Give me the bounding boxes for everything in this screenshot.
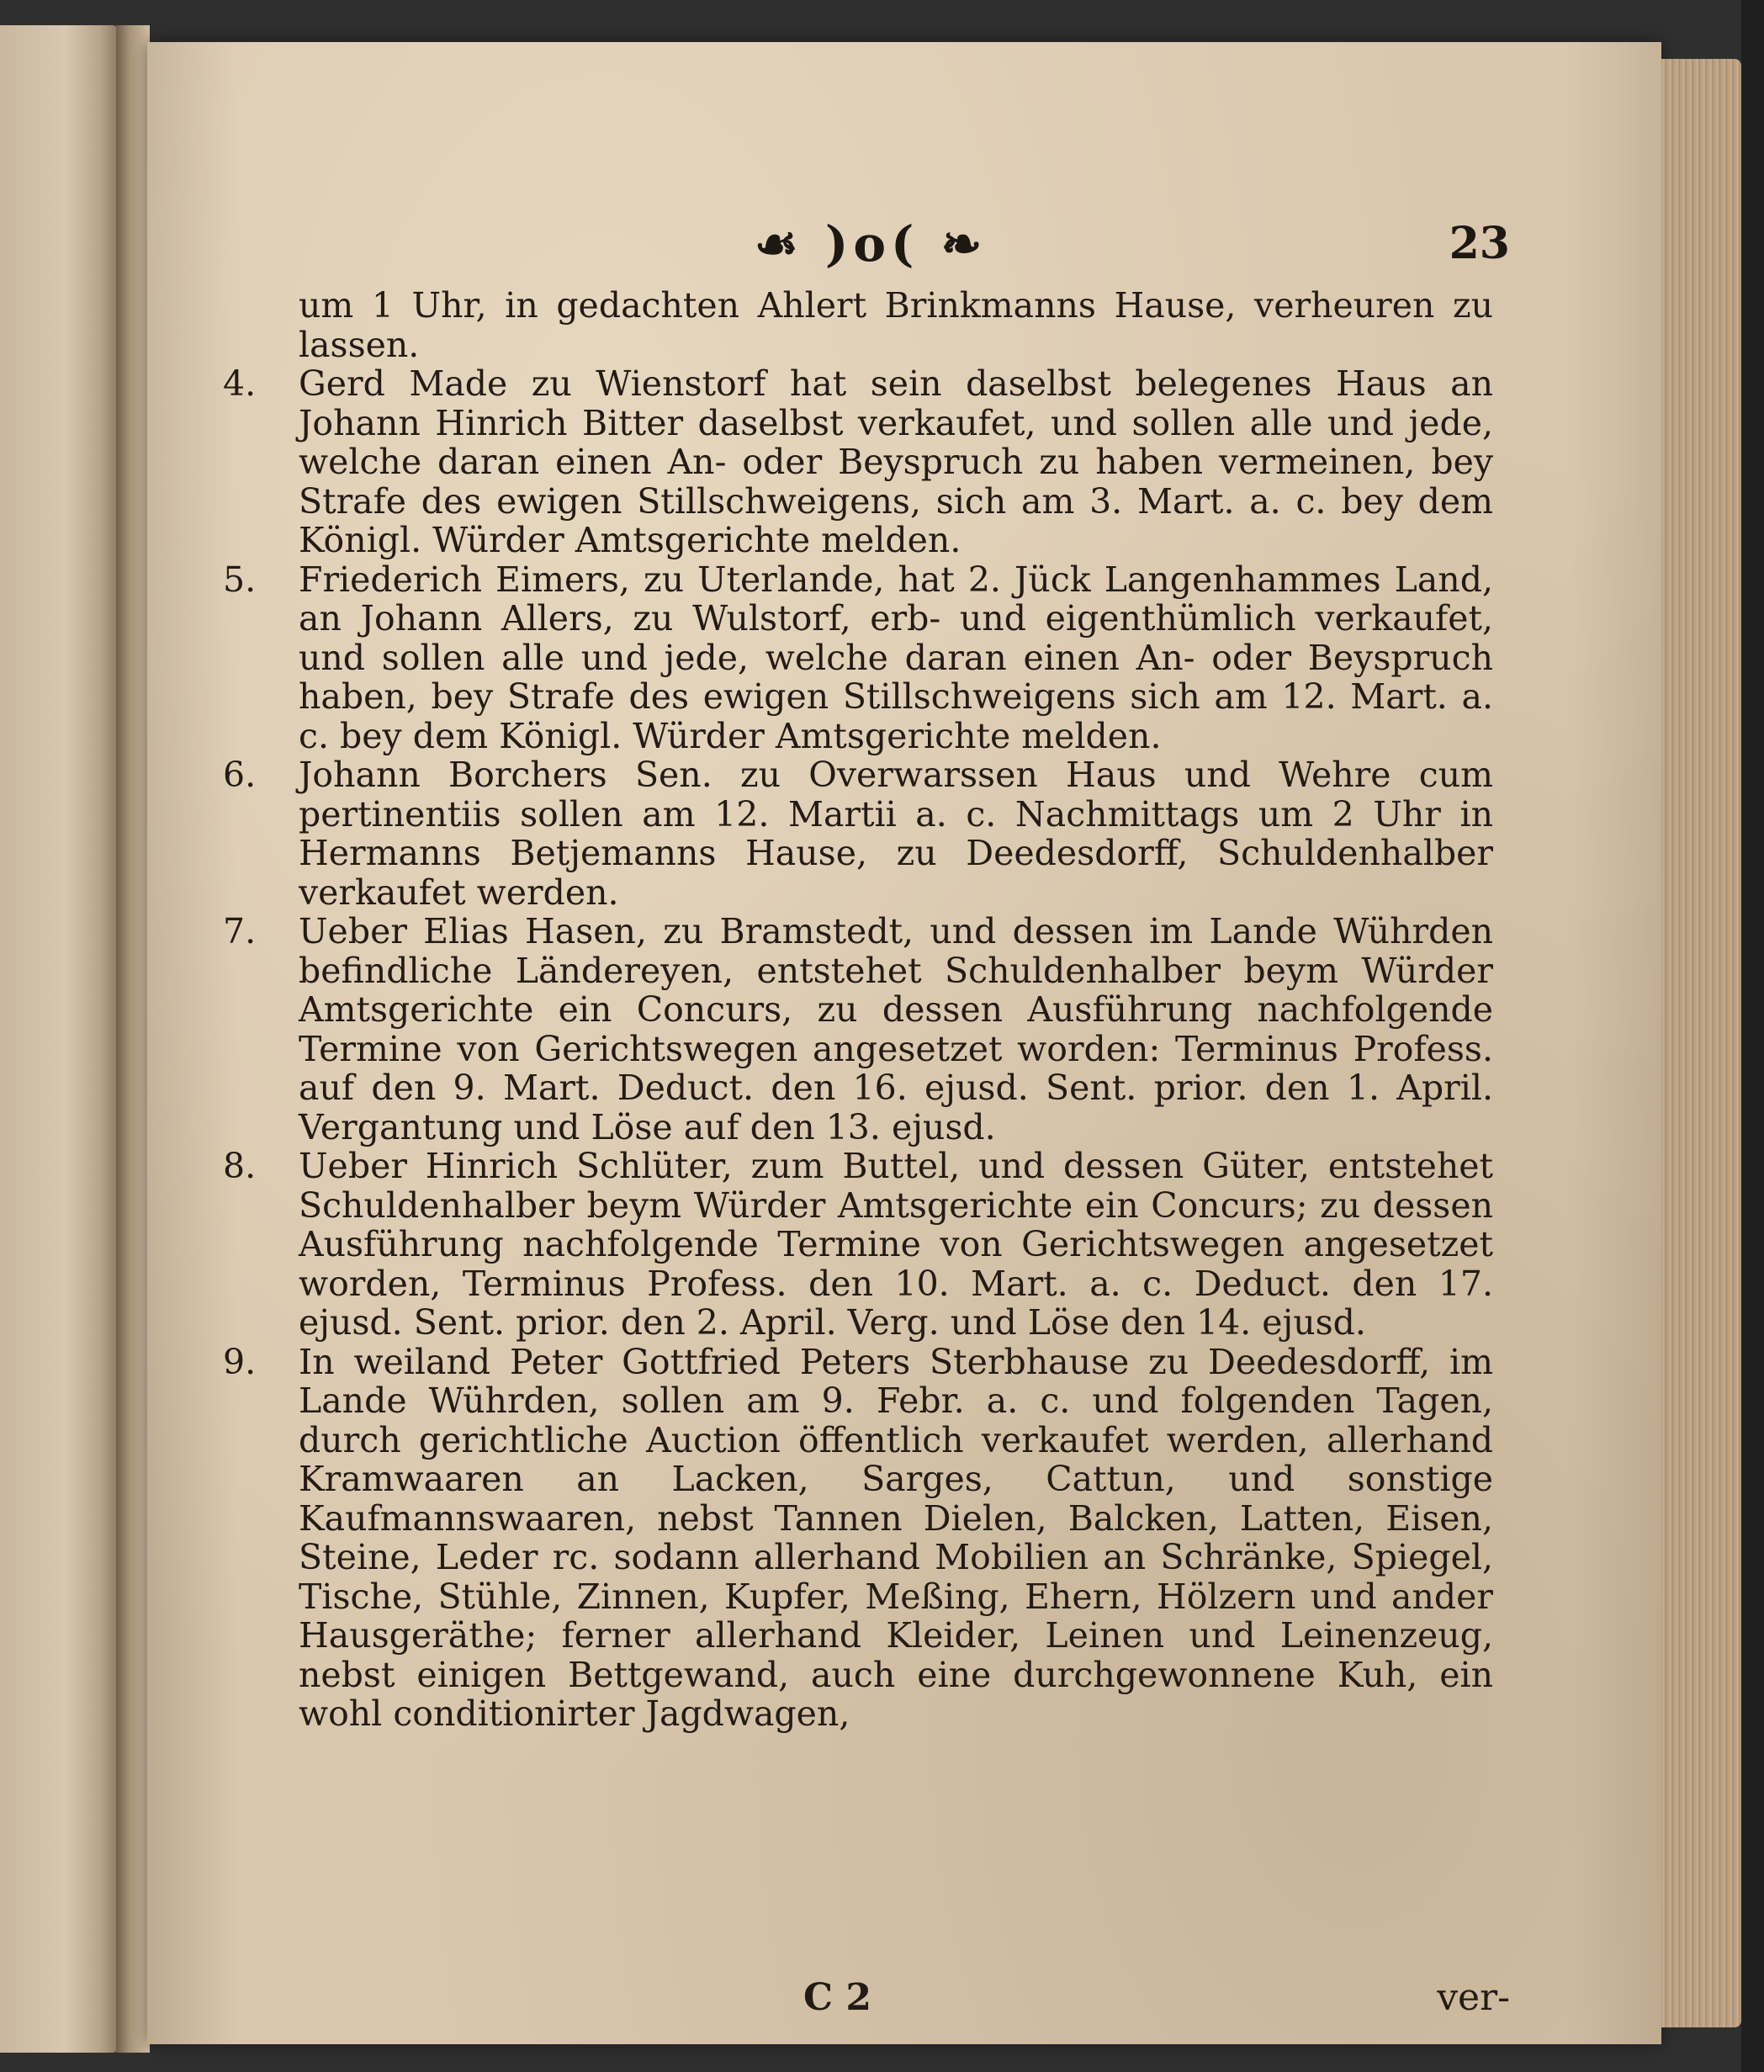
- entry-text: Ueber Elias Hasen, zu Bramstedt, und dessen im Lande Wührden befindliche Ländereyen, entstehet Schuldenhalber beym Würder Amtsgerichte ein Concurs, zu dessen Ausführung nachfolgende Termine von Gerichtswegen angesetzet worden: Terminus Profess. auf den 9. Mart. Deduct. den 16. ejusd. Sent. prior. den 1. April. Vergantung und Löse auf den 13. ejusd.: [299, 911, 1493, 1147]
- entry-text: In weiland Peter Gottfried Peters Sterbhause zu Deedesdorff, im Lande Wührden, sollen am 9. Febr. a. c. und folgenden Tagen, durch gerichtliche Auction öffentlich verkaufet werden, allerhand Kramwaaren an Lacken, Sarges, Cattun, und sonstige Kaufmannswaaren, nebst Tannen Dielen, Balcken, Latten, Eisen, Steine, Leder rc. sodann allerhand Mobilien an Schränke, Spiegel, Tische, Stühle, Zinnen, Kupfer, Meßing, Ehern, Hölzern und ander Hausgeräthe; ferner allerhand Kleider, Leinen und Leinenzeug, nebst einigen Bettgewand, auch eine durchgewonnene Kuh, ein wohl conditionirter Jagdwagen,: [299, 1341, 1493, 1734]
- entry-number: 5.: [223, 559, 257, 600]
- entry-8: [181, 1147, 1493, 1343]
- entry-5: [181, 560, 1493, 756]
- opening-paragraph: um 1 Uhr, in gedachten Ahlert Brinkmanns Hause, verheuren zu lassen.: [299, 285, 1493, 365]
- page-fore-edge: [1661, 59, 1741, 2027]
- page-footer: [147, 1969, 1661, 2027]
- running-head-ornament: ☙ )o( ❧: [754, 215, 988, 273]
- page-number: 23: [1449, 218, 1510, 269]
- background-strip: [1741, 0, 1764, 2072]
- entry-text: Friederich Eimers, zu Uterlande, hat 2. Jück Langenhammes Land, an Johann Allers, zu Wulstorf, erb- und eigenthümlich verkaufet, und sollen alle und jede, welche daran einen An- oder Beyspruch haben, bey Strafe des ewigen Stillschweigens sich am 12. Mart. a. c. bey dem Königl. Würder Amtsgerichte melden.: [299, 559, 1493, 756]
- entry-number: 8.: [223, 1146, 257, 1186]
- entry-text: Johann Borchers Sen. zu Overwarssen Haus und Wehre cum pertinentiis sollen am 12. Martii a. c. Nachmittags um 2 Uhr in Hermanns Betjemanns Hause, zu Deedesdorff, Schuldenhalber verkaufet werden.: [299, 755, 1493, 913]
- page-header: [147, 206, 1661, 290]
- entry-number: 7.: [223, 911, 257, 951]
- signature-mark: C 2: [803, 1976, 871, 2019]
- entry-7: [181, 912, 1493, 1147]
- entry-number: 4.: [223, 363, 257, 404]
- entry-9: [181, 1343, 1493, 1734]
- entry-text: Gerd Made zu Wienstorf hat sein daselbst belegenes Haus an Johann Hinrich Bitter daselbst verkaufet, und sollen alle und jede, welche daran einen An- oder Beyspruch zu haben vermeinen, bey Strafe des ewigen Stillschweigens, sich am 3. Mart. a. c. bey dem Königl. Würder Amtsgerichte melden.: [299, 363, 1493, 560]
- book-gutter: [116, 25, 150, 2053]
- entry-6: [181, 755, 1493, 912]
- body-text: [181, 286, 1493, 1734]
- left-page-edge: [0, 25, 118, 2053]
- entry-4: [181, 364, 1493, 560]
- entry-number: 9.: [223, 1341, 257, 1382]
- page: [147, 42, 1661, 2044]
- catchword: ver-: [1437, 1976, 1510, 2019]
- entry-number: 6.: [223, 755, 257, 795]
- entry-text: Ueber Hinrich Schlüter, zum Buttel, und dessen Güter, entstehet Schuldenhalber beym Würder Amtsgerichte ein Concurs; zu dessen Ausführung nachfolgende Termine von Gerichtswegen angesetzet worden, Terminus Profess. den 10. Mart. a. c. Deduct. den 17. ejusd. Sent. prior. den 2. April. Verg. und Löse den 14. ejusd.: [299, 1146, 1493, 1343]
